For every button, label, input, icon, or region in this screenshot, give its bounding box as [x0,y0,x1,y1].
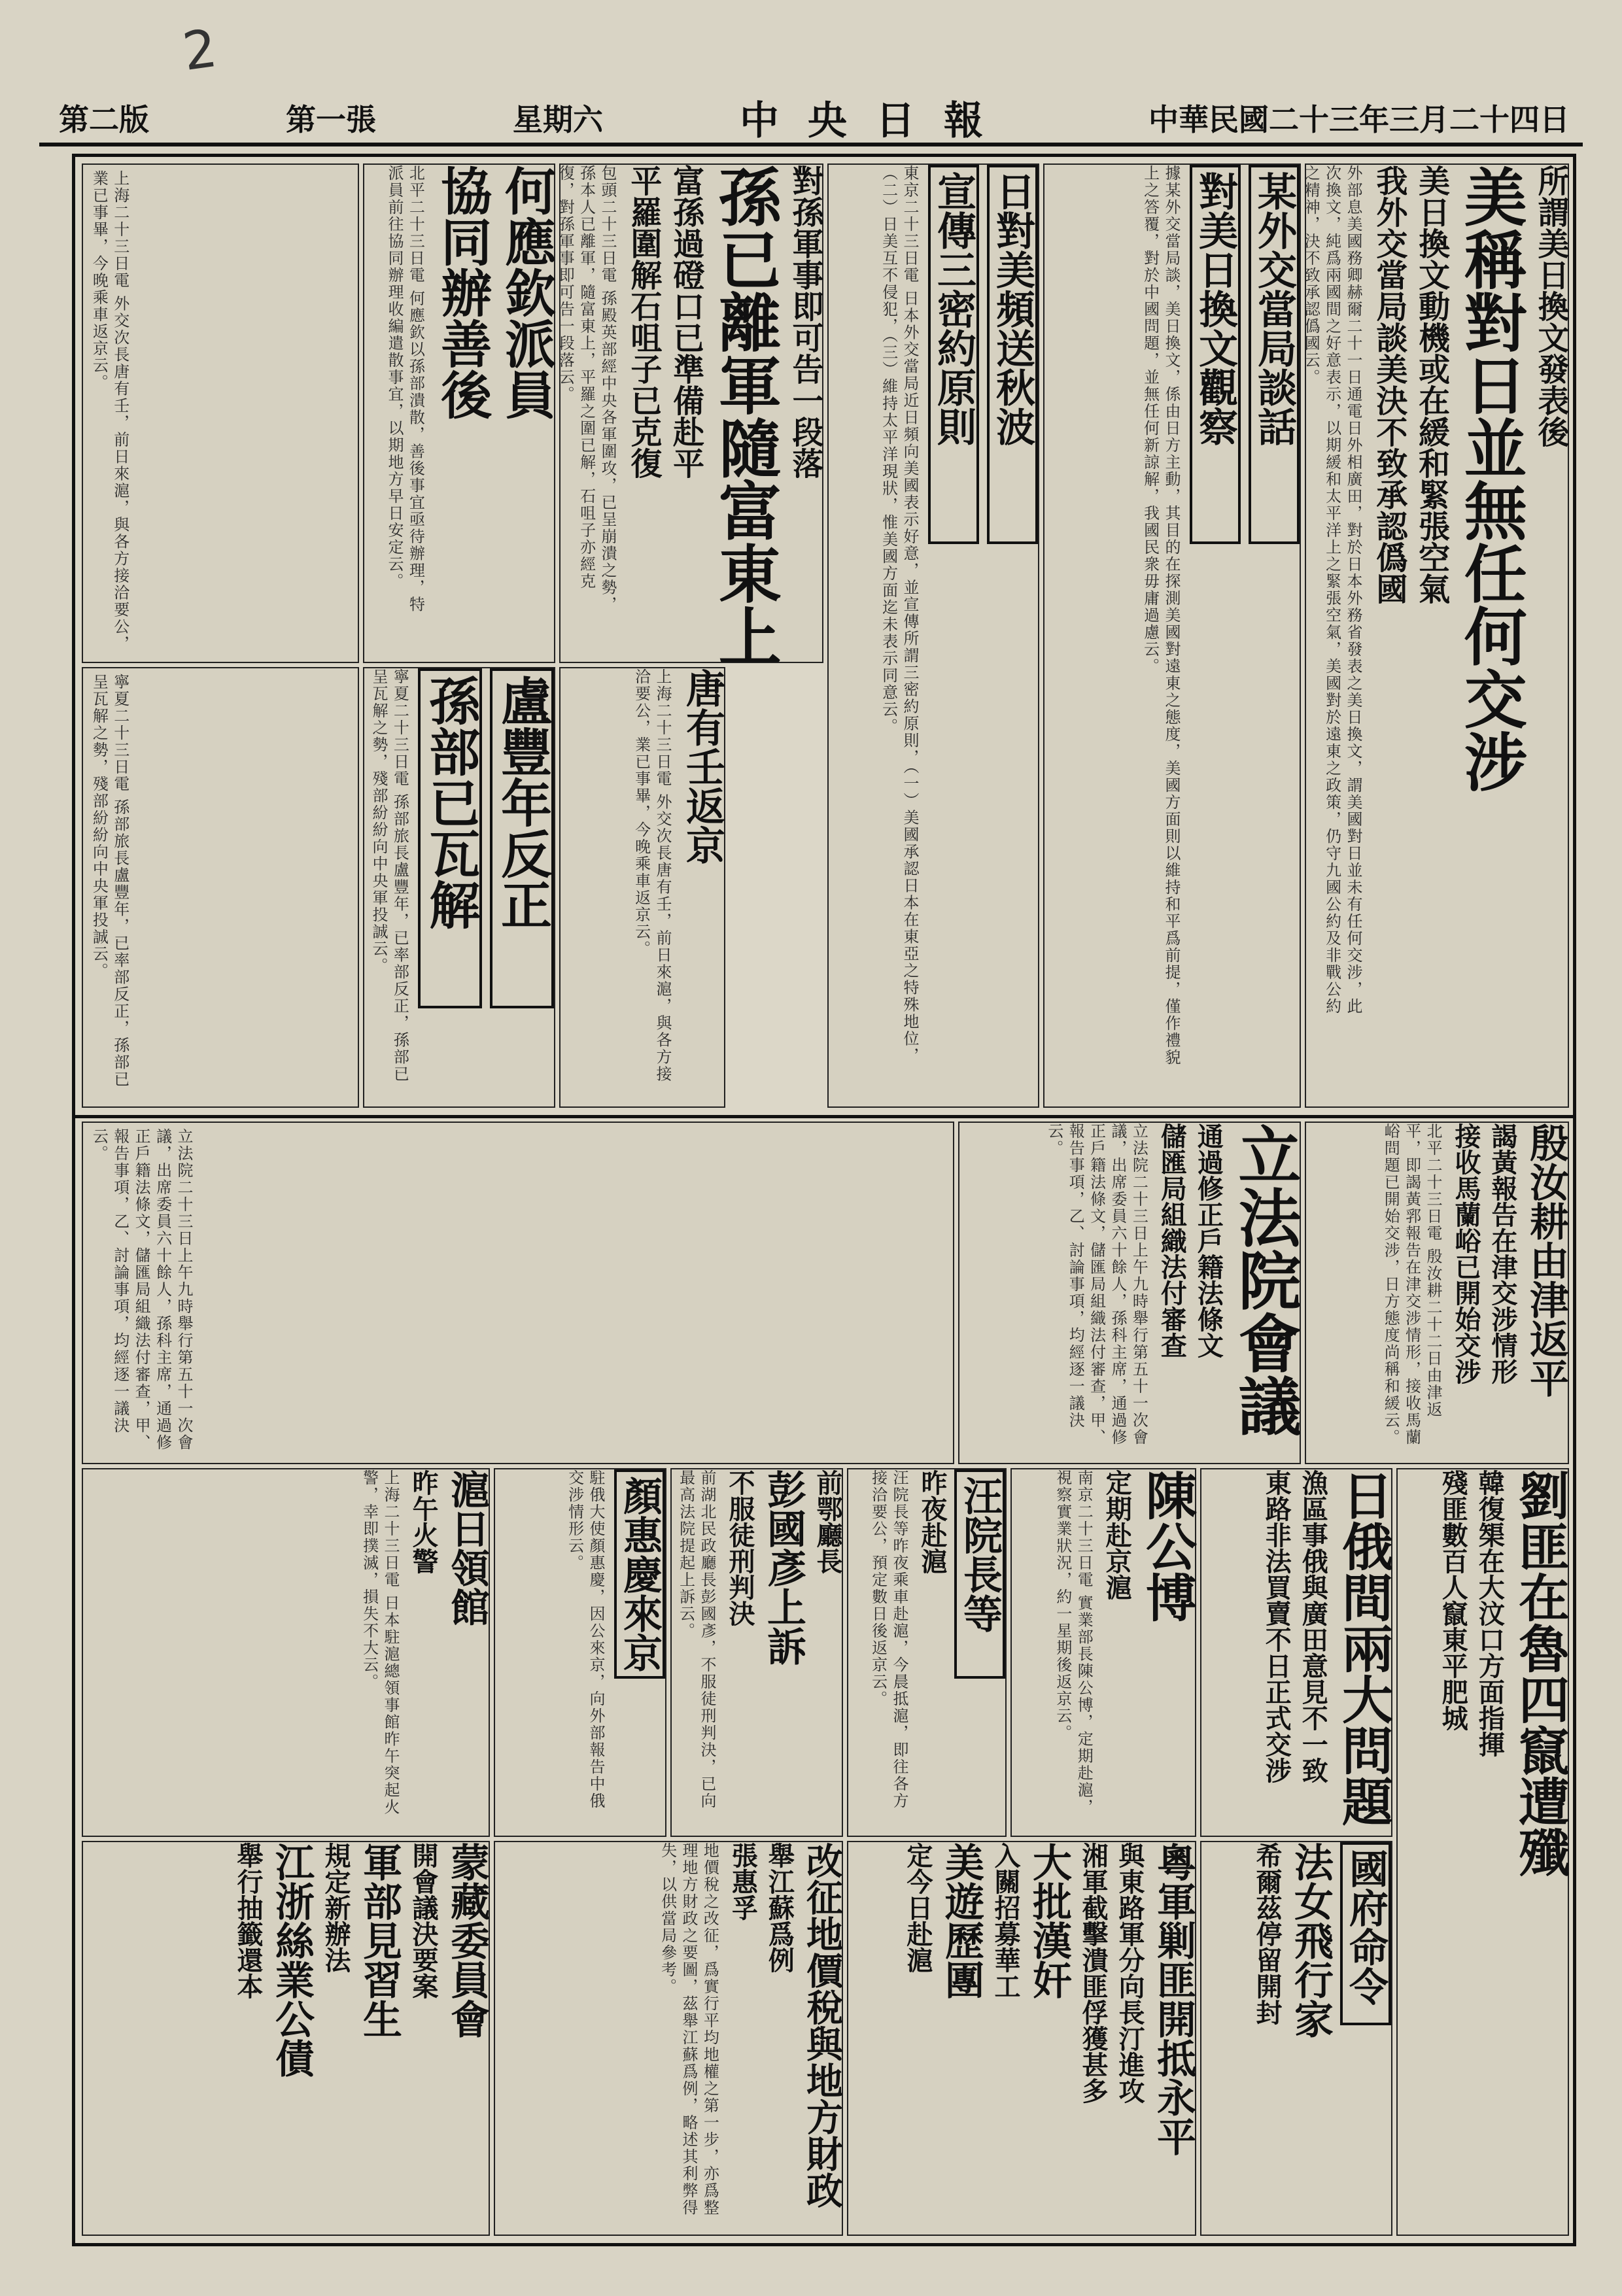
headline: 對美日換文觀察 [1190,165,1241,544]
article-yan-huiqing [494,1468,666,1837]
headline: 日對美頻送秋波 [987,165,1038,544]
article-body: 北平二十三日電 殷汝耕二十二日由津返平，即謁黃郛報告在津交涉情形，接收馬蘭峪問題已開始交涉，日方態度尚稱和緩云。 [1381,1123,1442,1446]
headline: 孫已離軍隨富東上 [708,165,783,667]
article-liu-bandits [1396,1468,1569,2236]
headline: 所謂美日換文發表後 [1532,165,1569,447]
subheadline: 殘匪數百人竄東平肥城 [1438,1469,1469,1731]
article-body: 北平二十三日電 何應欽以孫部潰散，善後事宜亟待辦理，特派員前往協同辦理收編遣散事宜，以期地方早日安定云。 [385,165,425,613]
headline: 汪院長等 [954,1469,1005,1679]
headline: 美稱對日並無任何交涉 [1454,165,1528,793]
headline: 對孫軍事即可告一段落 [787,165,823,479]
article-body: 上海二十三日電 外交次長唐有壬，前日來滬，與各方接洽要公，業已事畢，今晚乘車返京云。 [90,170,129,653]
article-land-tax [494,1841,843,2236]
article-body: 立法院二十三日上午九時舉行第五十一次會議，出席委員六十餘人，孫科主席，通過修正戶籍法條文，儲匯局組織法付審查，甲、報告事項，乙、討論事項，均經逐一議決云。 [1044,1123,1148,1446]
subheadline: 接收馬蘭峪已開始交涉 [1451,1123,1481,1384]
subheadline: 我外交當局談美決不致承認僞國 [1370,165,1407,604]
headline: 蒙藏委員會 [444,1842,490,2038]
headline: 盧豐年反正 [490,668,554,1008]
headline: 粵軍剿匪開抵永平 [1150,1842,1196,2156]
masthead-sheet: 第一張 [286,102,376,137]
headline: 日俄間兩大問題 [1334,1469,1393,1826]
article-body: 前湖北民政廳長彭國彥，不服徒刑判決，已向最高法院提起上訴云。 [676,1469,716,1809]
headline: 孫部已瓦解 [418,668,482,1008]
article-us-japan [1302,163,1569,1108]
band-separator [75,1115,1573,1118]
article-wang-yuanzhang [847,1468,1007,1837]
article-body: 駐俄大使顏惠慶，因公來京，向外部報告中俄交涉情形云。 [565,1469,605,1809]
article-body: 上海二十三日電 日本駐滬總領事館昨午突起火警，幸即撲滅，損失不大云。 [360,1469,400,1816]
masthead-page: 第二版 [59,102,149,137]
subheadline: 規定新辦法 [320,1842,351,1973]
headline: 顏惠慶來京 [614,1469,665,1679]
subheadline: 美日換文動機或在緩和緊張空氣 [1413,165,1450,604]
subheadline: 開會議決要案 [408,1842,439,1999]
headline: 美遊歷團 [939,1842,984,1999]
headline: 宣傳三密約原則 [928,165,979,544]
subheadline: 舉江蘇爲例 [764,1842,795,1973]
article-chen-gongbo [1010,1468,1196,1837]
headline: 國府命令 [1340,1842,1391,2025]
article-body: 南京二十三日電 實業部長陳公博，定期赴滬，視察實業狀況，約一星期後返京云。 [1053,1469,1094,1816]
headline: 彭國彥上訴 [761,1469,806,1666]
subheadline: 儲匯局組織法付審查 [1156,1123,1188,1358]
headline: 改征地價稅與地方財政 [801,1842,844,2208]
headline: 軍部見習生 [356,1842,402,2038]
masthead-rule [39,143,1583,146]
headline: 大批漢奸 [1026,1842,1072,1999]
article-observation [1043,163,1301,1108]
headline: 江浙絲業公債 [269,1842,315,2078]
subheadline: 定期赴京滬 [1101,1469,1133,1600]
masthead-paper-name: 中央日報 [740,98,1012,144]
headline: 唐有壬返京 [680,668,725,865]
subheadline: 東路非法買賣不日正式交涉 [1261,1469,1292,1783]
headline: 何應欽派員 [496,165,556,420]
article-tang-youren [559,667,725,1108]
headline: 劉匪在魯四竄遭殲 [1510,1469,1570,1877]
subheadline: 昨夜赴滬 [917,1469,948,1574]
article-body: 包頭二十三日電 孫殿英部經中央各軍圍攻，已呈崩潰之勢，孫本人已離軍，隨富東上，平羅之圍已解，石咀子亦經克復，對孫軍事即可告一段落云。 [556,165,617,613]
article-body: 據某外交當局談，美日換文，係由日方主動，其目的在探測美國對遠東之態度，美國方面則以維持和平爲前提，僅作禮貌上之答覆，對於中國問題，並無任何新諒解，我國民衆毋庸過慮云。 [1141,165,1181,1066]
article-kuomintang-order [1200,1841,1392,2236]
subheadline: 前鄂廳長 [812,1469,843,1574]
article-yin-rugeng [1305,1122,1569,1464]
article-body: 汪院長等昨夜乘車赴滬，今晨抵滬，即往各方接洽要公，預定數日後返京云。 [869,1469,908,1809]
article-body: 上海二十三日電 外交次長唐有壬，前日來滬，與各方接洽要公，業已事畢，今晚乘車返京云。 [632,668,672,1083]
headline: 滬日領館 [444,1469,490,1626]
subheadline: 韓復榘在大汶口方面指揮 [1474,1469,1506,1757]
article-guangdong-army [847,1841,1196,2236]
subheadline: 入關招募華工 [990,1842,1021,1999]
masthead-date: 中華民國二十三年三月二十四日 [1148,102,1570,137]
article-sun-troops [556,163,823,667]
subheadline: 謁黃報告在津交涉情形 [1487,1123,1518,1384]
subheadline: 與東路軍分向長汀進攻 [1114,1842,1145,2104]
headline: 陳公博 [1137,1469,1197,1622]
article-lu-fengnian [363,667,555,1108]
article-japan-russia [1200,1468,1392,1837]
subheadline: 舉行抽籤還本 [233,1842,264,1999]
masthead [59,98,1570,144]
article-body: 地價稅之改征，爲實行平均地權之第一步，亦爲整理地方財政之要圖，茲舉江蘇爲例，略述其利弊得失，以供當局參考。 [658,1842,719,2216]
article-mongol-military [82,1841,490,2236]
subheadline: 定今日赴滬 [903,1842,933,1973]
subheadline: 昨午火警 [408,1469,439,1574]
headline: 殷汝耕由津返平 [1523,1123,1569,1397]
subheadline: 不服徒刑判決 [725,1469,755,1626]
subheadline: 湘軍截擊潰匪俘獲甚多 [1078,1842,1109,2104]
article-he-yingqin [363,163,555,663]
headline: 某外交當局談話 [1249,165,1300,544]
headline: 法女飛行家 [1288,1842,1334,2038]
headline: 協同辦善後 [432,165,492,420]
subheadline: 富孫過磴口已準備赴平 [667,165,704,479]
masthead-weekday: 星期六 [513,102,603,137]
article-left-column [82,163,359,663]
article-left-lower [82,667,359,1108]
page-frame [72,154,1576,2246]
article-body: 寧夏二十三日電 孫部旅長盧豐年，已率部反正，孫部已呈瓦解之勢，殘部紛紛向中央軍投誠云。 [90,674,129,1088]
article-hu-consulate [82,1468,490,1837]
byline: 張惠孚 [727,1842,759,1921]
subheadline: 漁區事俄與廣田意見不一致 [1298,1469,1329,1783]
article-body: 東京二十三日電 日本外交當局近日頻向美國表示好意，並宣傳所謂三密約原則，（一）美國承認日本在東亞之特殊地位，（二）日美互不侵犯，（三）維持太平洋現狀，惟美國方面迄未表示同意云。 [879,165,919,1065]
headline: 立法院會議 [1228,1123,1302,1437]
article-body: 寧夏二十三日電 孫部旅長盧豐年，已率部反正，孫部已呈瓦解之勢，殘部紛紛向中央軍投誠云。 [370,668,409,1083]
article-middle-text [82,1122,954,1464]
subheadline: 平羅圍解石咀子已克復 [625,165,662,479]
article-peng-guoyan [670,1468,843,1837]
article-body: 外部息美國務卿赫爾二十一日通電日外相廣田，對於日本外務省發表之美日換文，謂美國對日並未有任何交涉，此次換文，純爲兩國間之好意表示，以期緩和太平洋上之緊張空氣，美國對於遠東之政策，仍守九國公約及非戰公約之精神，決不致承認僞國云。 [1302,165,1363,1015]
subheadline: 希爾茲停留開封 [1252,1842,1283,2025]
subheadline: 通過修正戶籍法條文 [1193,1123,1224,1358]
article-body: 立法院二十三日上午九時舉行第五十一次會議，出席委員六十餘人，孫科主席，通過修正戶籍法條文，儲匯局組織法付審查，甲、報告事項，乙、討論事項，均經逐一議決云。 [90,1128,193,1451]
article-legislative-yuan [958,1122,1301,1464]
page-mark: 2 [179,17,221,83]
article-secret-pacts [827,163,1039,1108]
